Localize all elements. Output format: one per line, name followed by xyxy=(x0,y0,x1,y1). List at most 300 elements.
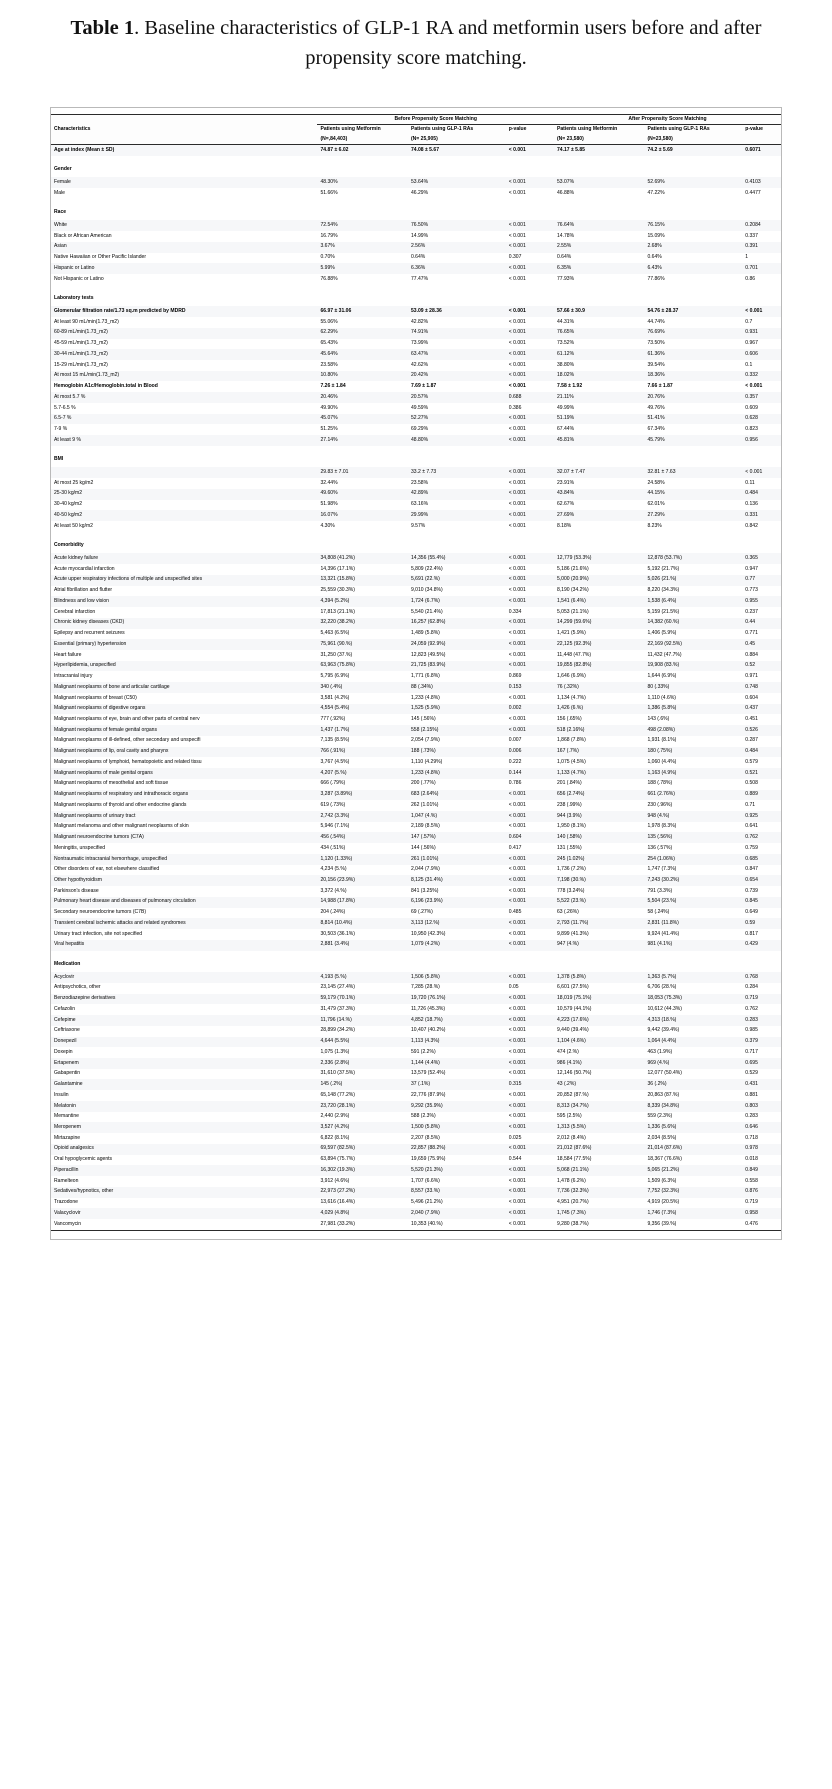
cell-value: 5,186 (21.6%) xyxy=(554,564,645,575)
cell-value: 4,919 (20.5%) xyxy=(644,1198,742,1209)
cell-value: < 0.001 xyxy=(506,940,554,951)
row-label: Malignant neoplasms of respiratory and intrathoracic organs xyxy=(51,790,317,801)
cell-value: 63.16% xyxy=(408,500,506,511)
cell-value: < 0.001 xyxy=(506,1122,554,1133)
table-row xyxy=(51,381,781,392)
cell-value: 0.771 xyxy=(742,629,781,640)
cell-value: 20.76% xyxy=(644,392,742,403)
table-row xyxy=(51,908,781,919)
cell-value: 0.609 xyxy=(742,403,781,414)
cell-value: 49.59% xyxy=(408,403,506,414)
cell-value: 51.98% xyxy=(317,500,408,511)
table-row xyxy=(51,650,781,661)
cell-value: 4,223 (17.6%) xyxy=(554,1015,645,1026)
cell-value: 0.985 xyxy=(742,1026,781,1037)
cell-value: 0.641 xyxy=(742,822,781,833)
cell-value xyxy=(506,162,554,178)
cell-value: 238 (.99%) xyxy=(554,800,645,811)
cell-value: 72.54% xyxy=(317,220,408,231)
cell-value: 16,257 (62.8%) xyxy=(408,618,506,629)
row-label: Glomerular filtration rate/1.73 sq.m predicted by MDRD xyxy=(51,306,317,317)
cell-value: 52.69% xyxy=(644,177,742,188)
cell-value: 9,442 (39.4%) xyxy=(644,1026,742,1037)
row-label: Mirtazapine xyxy=(51,1133,317,1144)
cell-value: 0.417 xyxy=(506,843,554,854)
cell-value: 76.65% xyxy=(554,328,645,339)
group-header-row xyxy=(51,115,781,125)
cell-value: 2,336 (2.8%) xyxy=(317,1058,408,1069)
table-row xyxy=(51,983,781,994)
cell-value: 77.93% xyxy=(554,274,645,285)
cell-value: 254 (1.06%) xyxy=(644,854,742,865)
cell-value: 23,145 (27.4%) xyxy=(317,983,408,994)
cell-value: 0.654 xyxy=(742,875,781,886)
row-label: Cefepime xyxy=(51,1015,317,1026)
row-label: Malignant neoplasms of urinary tract xyxy=(51,811,317,822)
cell-value: < 0.001 xyxy=(506,994,554,1005)
row-label: Sedatives/hypnotics, other xyxy=(51,1187,317,1198)
cell-value: 1,144 (4.4%) xyxy=(408,1058,506,1069)
table-section-row xyxy=(51,291,781,307)
cell-value: < 0.001 xyxy=(506,1176,554,1187)
cell-value: 1,771 (6.8%) xyxy=(408,671,506,682)
column-header-glp1-after: Patients using GLP-1 RAs xyxy=(644,124,742,134)
row-label: Valacyclovir xyxy=(51,1208,317,1219)
cell-value: 1,509 (6.3%) xyxy=(644,1176,742,1187)
table-row xyxy=(51,854,781,865)
cell-value: 22,125 (92.3%) xyxy=(554,639,645,650)
cell-value: 5,795 (6.9%) xyxy=(317,671,408,682)
cell-value: 0.64% xyxy=(644,253,742,264)
cell-value: 0.884 xyxy=(742,650,781,661)
cell-value: 5,068 (21.1%) xyxy=(554,1165,645,1176)
cell-value: < 0.001 xyxy=(506,371,554,382)
row-label: Trazodone xyxy=(51,1198,317,1209)
cell-value: 0.869 xyxy=(506,671,554,682)
table-row xyxy=(51,424,781,435)
cell-value: 0.025 xyxy=(506,1133,554,1144)
table-row xyxy=(51,704,781,715)
section-label: BMI xyxy=(51,452,317,468)
cell-value xyxy=(408,205,506,221)
cell-value: 559 (2.3%) xyxy=(644,1112,742,1123)
cell-value: 6,601 (27.5%) xyxy=(554,983,645,994)
cell-value: 12,077 (50.4%) xyxy=(644,1069,742,1080)
cell-value: 55.06% xyxy=(317,317,408,328)
cell-value: 18,053 (75.3%) xyxy=(644,994,742,1005)
cell-value xyxy=(317,538,408,554)
cell-value: 77.86% xyxy=(644,274,742,285)
row-label: Blindness and low vision xyxy=(51,596,317,607)
cell-value: 591 (2.2%) xyxy=(408,1047,506,1058)
cell-value: 0.685 xyxy=(742,854,781,865)
cell-value: < 0.001 xyxy=(506,564,554,575)
cell-value: 62.01% xyxy=(644,500,742,511)
cell-value: < 0.001 xyxy=(506,360,554,371)
row-label: Opioid analgesics xyxy=(51,1144,317,1155)
cell-value: 1,978 (8.3%) xyxy=(644,822,742,833)
cell-value: 3,581 (4.2%) xyxy=(317,693,408,704)
cell-value: < 0.001 xyxy=(506,575,554,586)
cell-value: 0.955 xyxy=(742,596,781,607)
table-row xyxy=(51,768,781,779)
cell-value: 76 (.32%) xyxy=(554,682,645,693)
row-label: At most 15 mL/min(1.73_m2) xyxy=(51,371,317,382)
table-row xyxy=(51,596,781,607)
cell-value: 13,321 (15.8%) xyxy=(317,575,408,586)
table-row xyxy=(51,349,781,360)
cell-value: 2.55% xyxy=(554,242,645,253)
cell-value xyxy=(408,452,506,468)
cell-value: 777 (.92%) xyxy=(317,714,408,725)
cell-value: < 0.001 xyxy=(506,1144,554,1155)
table-row xyxy=(51,843,781,854)
row-label: Native Hawaiian or Other Pacific Islander xyxy=(51,253,317,264)
cell-value: 0.11 xyxy=(742,478,781,489)
cell-value: 4,644 (5.5%) xyxy=(317,1037,408,1048)
cell-value: 18,367 (76.6%) xyxy=(644,1155,742,1166)
cell-value: < 0.001 xyxy=(506,1208,554,1219)
cell-value: 11,448 (47.7%) xyxy=(554,650,645,661)
cell-value: < 0.001 xyxy=(506,1069,554,1080)
cell-value: < 0.001 xyxy=(506,1198,554,1209)
cell-value: < 0.001 xyxy=(506,618,554,629)
row-label: Malignant neoplasms of breast (C50) xyxy=(51,693,317,704)
cell-value: 63 (.26%) xyxy=(554,908,645,919)
cell-value: 49.99% xyxy=(554,403,645,414)
row-label: Male xyxy=(51,188,317,199)
row-label: Ertapenem xyxy=(51,1058,317,1069)
cell-value: 0.718 xyxy=(742,1133,781,1144)
cell-value: 69.29% xyxy=(408,424,506,435)
row-label: Malignant neoplasms of lymphoid, hematopoietic and related tissu xyxy=(51,757,317,768)
cell-value: < 0.001 xyxy=(506,661,554,672)
column-header-metformin-before: Patients using Metformin xyxy=(317,124,408,134)
row-label: 5.7-6.5 % xyxy=(51,403,317,414)
cell-value: < 0.001 xyxy=(742,467,781,478)
table-row xyxy=(51,339,781,350)
cell-value: 0.391 xyxy=(742,242,781,253)
cell-value: 0.365 xyxy=(742,553,781,564)
cell-value: 1,525 (5.9%) xyxy=(408,704,506,715)
cell-value xyxy=(742,452,781,468)
cell-value: 944 (3.9%) xyxy=(554,811,645,822)
cell-value: 1,500 (5.8%) xyxy=(408,1122,506,1133)
cell-value: 0.688 xyxy=(506,392,554,403)
row-label: Heart failure xyxy=(51,650,317,661)
table-row xyxy=(51,779,781,790)
cell-value xyxy=(317,452,408,468)
row-label: At least 50 kg/m2 xyxy=(51,521,317,532)
row-label: Oral hypoglycemic agents xyxy=(51,1155,317,1166)
cell-value: 340 (.4%) xyxy=(317,682,408,693)
cell-value: 1,047 (4.%) xyxy=(408,811,506,822)
cell-value xyxy=(506,538,554,554)
cell-value: < 0.001 xyxy=(506,328,554,339)
cell-value: 1,745 (7.3%) xyxy=(554,1208,645,1219)
column-header-glp1-before: Patients using GLP-1 RAs xyxy=(408,124,506,134)
row-label: Malignant neoplasms of ill-defined, other secondary and unspecifi xyxy=(51,736,317,747)
cell-value: 65.43% xyxy=(317,339,408,350)
cell-value: 0.2084 xyxy=(742,220,781,231)
cell-value: 61.36% xyxy=(644,349,742,360)
cell-value: < 0.001 xyxy=(506,1026,554,1037)
cell-value: 2,044 (7.9%) xyxy=(408,865,506,876)
table-row xyxy=(51,553,781,564)
row-label: Acute kidney failure xyxy=(51,553,317,564)
cell-value: 766 (.91%) xyxy=(317,747,408,758)
cell-value xyxy=(644,957,742,973)
table-row xyxy=(51,500,781,511)
column-header-row xyxy=(51,124,781,134)
cell-value: 1 xyxy=(742,253,781,264)
cell-value: 7.66 ± 1.87 xyxy=(644,381,742,392)
cell-value: 67.44% xyxy=(554,424,645,435)
row-label: At least 9 % xyxy=(51,435,317,446)
table-row xyxy=(51,1198,781,1209)
cell-value: 0.876 xyxy=(742,1187,781,1198)
row-label: Ceftriaxone xyxy=(51,1026,317,1037)
cell-value: < 0.001 xyxy=(506,188,554,199)
cell-value: 13,616 (16.4%) xyxy=(317,1198,408,1209)
cell-value: 10,407 (40.2%) xyxy=(408,1026,506,1037)
cell-value: 49.76% xyxy=(644,403,742,414)
cell-value: 8,339 (34.8%) xyxy=(644,1101,742,1112)
cell-value: 32.44% xyxy=(317,478,408,489)
cell-value: 31,610 (37.5%) xyxy=(317,1069,408,1080)
row-label: Female xyxy=(51,177,317,188)
row-label: Pulmonary heart disease and diseases of pulmonary circulation xyxy=(51,897,317,908)
cell-value: 5,496 (21.2%) xyxy=(408,1198,506,1209)
cell-value: < 0.001 xyxy=(506,1112,554,1123)
cell-value: 69 (.27%) xyxy=(408,908,506,919)
cell-value: 16.07% xyxy=(317,510,408,521)
cell-value: 0.237 xyxy=(742,607,781,618)
cell-value: 0.849 xyxy=(742,1165,781,1176)
group-header-before: Before Propensity Score Matching xyxy=(317,115,554,125)
row-label: Malignant neoplasms of thyroid and other endocrine glands xyxy=(51,800,317,811)
cell-value: 0.379 xyxy=(742,1037,781,1048)
cell-value xyxy=(317,957,408,973)
table-row xyxy=(51,790,781,801)
cell-value: 0.287 xyxy=(742,736,781,747)
cell-value: 10,612 (44.3%) xyxy=(644,1004,742,1015)
cell-value: 3,767 (4.5%) xyxy=(317,757,408,768)
table-row xyxy=(51,929,781,940)
cell-value: 1,233 (4.8%) xyxy=(408,768,506,779)
cell-value: 21,725 (83.9%) xyxy=(408,661,506,672)
cell-value: 5,946 (7.1%) xyxy=(317,822,408,833)
cell-value: 8.23% xyxy=(644,521,742,532)
row-label: Parkinson's disease xyxy=(51,886,317,897)
caption-label: Table 1 xyxy=(70,17,135,39)
row-label: Hemoglobin A1c/Hemoglobin.total in Blood xyxy=(51,381,317,392)
cell-value: 6,706 (28.%) xyxy=(644,983,742,994)
table-row xyxy=(51,1112,781,1123)
table-row xyxy=(51,875,781,886)
cell-value: 1,104 (4.6%) xyxy=(554,1037,645,1048)
cell-value: 27.14% xyxy=(317,435,408,446)
cell-value: 4,234 (5.%) xyxy=(317,865,408,876)
cell-value: 4,951 (20.7%) xyxy=(554,1198,645,1209)
table-section-row xyxy=(51,452,781,468)
cell-value: 11,796 (14.%) xyxy=(317,1015,408,1026)
cell-value: 53.64% xyxy=(408,177,506,188)
row-label: Ramelteon xyxy=(51,1176,317,1187)
cell-value: 0.646 xyxy=(742,1122,781,1133)
cell-value xyxy=(644,452,742,468)
cell-value: 683 (2.64%) xyxy=(408,790,506,801)
table-row xyxy=(51,360,781,371)
cell-value: 1,336 (5.6%) xyxy=(644,1122,742,1133)
table-row xyxy=(51,306,781,317)
cell-value: 0.476 xyxy=(742,1219,781,1230)
table-row xyxy=(51,1122,781,1133)
cell-value: 1,437 (1.7%) xyxy=(317,725,408,736)
cell-value: < 0.001 xyxy=(506,725,554,736)
cell-value: 0.77 xyxy=(742,575,781,586)
section-label: Race xyxy=(51,205,317,221)
row-label: Vancomycin xyxy=(51,1219,317,1230)
n-pvalue-before xyxy=(506,135,554,145)
table-caption xyxy=(0,0,832,73)
cell-value: 52.27% xyxy=(408,414,506,425)
cell-value: 24.58% xyxy=(644,478,742,489)
cell-value: 62.67% xyxy=(554,500,645,511)
cell-value: 8,557 (33.%) xyxy=(408,1187,506,1198)
cell-value: < 0.001 xyxy=(506,489,554,500)
table-row xyxy=(51,510,781,521)
baseline-characteristics-table xyxy=(50,107,782,1239)
cell-value: < 0.001 xyxy=(506,800,554,811)
row-label: Intracranial injury xyxy=(51,671,317,682)
cell-value: 0.222 xyxy=(506,757,554,768)
table-row xyxy=(51,242,781,253)
cell-value: 5,691 (22.%) xyxy=(408,575,506,586)
row-label: Doxepin xyxy=(51,1047,317,1058)
column-header-pvalue-after: p-value xyxy=(742,124,781,134)
cell-value: 0.786 xyxy=(506,779,554,790)
cell-value: 9,010 (34.8%) xyxy=(408,586,506,597)
cell-value: 7.58 ± 1.92 xyxy=(554,381,645,392)
table-row xyxy=(51,918,781,929)
cell-value: 0.64% xyxy=(554,253,645,264)
row-label: At most 25 kg/m2 xyxy=(51,478,317,489)
cell-value: 969 (4.%) xyxy=(644,1058,742,1069)
cell-value: 200 (.77%) xyxy=(408,779,506,790)
cell-value: 4,313 (18.%) xyxy=(644,1015,742,1026)
row-label: Cerebral infarction xyxy=(51,607,317,618)
cell-value: < 0.001 xyxy=(506,596,554,607)
row-label: 30-44 mL/min(1.73_m2) xyxy=(51,349,317,360)
cell-value: 65,148 (77.2%) xyxy=(317,1090,408,1101)
cell-value: 2,207 (8.5%) xyxy=(408,1133,506,1144)
cell-value: 619 (.73%) xyxy=(317,800,408,811)
row-label: Age at index (Mean ± SD) xyxy=(51,145,317,156)
cell-value: 245 (1.02%) xyxy=(554,854,645,865)
cell-value: 3,527 (4.2%) xyxy=(317,1122,408,1133)
table-row xyxy=(51,618,781,629)
cell-value: 0.739 xyxy=(742,886,781,897)
cell-value: 0.529 xyxy=(742,1069,781,1080)
row-label: Essential (primary) hypertension xyxy=(51,639,317,650)
cell-value: < 0.001 xyxy=(506,639,554,650)
cell-value: 32,220 (38.2%) xyxy=(317,618,408,629)
cell-value: 0.357 xyxy=(742,392,781,403)
cell-value: 11,432 (47.7%) xyxy=(644,650,742,661)
cell-value xyxy=(554,452,645,468)
cell-value: 43.84% xyxy=(554,489,645,500)
table-row xyxy=(51,682,781,693)
row-label: Asian xyxy=(51,242,317,253)
cell-value: 47.22% xyxy=(644,188,742,199)
cell-value: 44.15% xyxy=(644,489,742,500)
cell-value: 5,053 (21.1%) xyxy=(554,607,645,618)
cell-value: 45.81% xyxy=(554,435,645,446)
cell-value: 53.09 ± 28.36 xyxy=(408,306,506,317)
cell-value: 981 (4.1%) xyxy=(644,940,742,951)
table-row xyxy=(51,1037,781,1048)
row-label: Urinary tract infection, site not specified xyxy=(51,929,317,940)
cell-value xyxy=(742,291,781,307)
cell-value: 4,029 (4.8%) xyxy=(317,1208,408,1219)
cell-value: 5,809 (22.4%) xyxy=(408,564,506,575)
table-row xyxy=(51,832,781,843)
cell-value: 0.579 xyxy=(742,757,781,768)
cell-value xyxy=(506,957,554,973)
cell-value: 0.967 xyxy=(742,339,781,350)
cell-value: 27.69% xyxy=(554,510,645,521)
cell-value: 23.58% xyxy=(317,360,408,371)
cell-value: 558 (2.15%) xyxy=(408,725,506,736)
cell-value: 778 (3.24%) xyxy=(554,886,645,897)
cell-value: 1,478 (6.2%) xyxy=(554,1176,645,1187)
cell-value: 3,287 (3.89%) xyxy=(317,790,408,801)
cell-value: 19,659 (75.9%) xyxy=(408,1155,506,1166)
cell-value: 8,125 (31.4%) xyxy=(408,875,506,886)
cell-value: 1,421 (5.9%) xyxy=(554,629,645,640)
cell-value: 57.66 ± 30.9 xyxy=(554,306,645,317)
cell-value: < 0.001 xyxy=(506,306,554,317)
cell-value: 76.69% xyxy=(644,328,742,339)
cell-value: 5.99% xyxy=(317,263,408,274)
cell-value: 0.05 xyxy=(506,983,554,994)
cell-value: 456 (.54%) xyxy=(317,832,408,843)
table-row xyxy=(51,1069,781,1080)
cell-value: 20.42% xyxy=(408,371,506,382)
table-row xyxy=(51,865,781,876)
cell-value: 5,159 (21.5%) xyxy=(644,607,742,618)
table-row xyxy=(51,940,781,951)
cell-value: 0.958 xyxy=(742,1208,781,1219)
table-row xyxy=(51,994,781,1005)
cell-value xyxy=(317,162,408,178)
cell-value: 0.701 xyxy=(742,263,781,274)
cell-value: 32.81 ± 7.63 xyxy=(644,467,742,478)
cell-value: 666 (.79%) xyxy=(317,779,408,790)
table-row xyxy=(51,220,781,231)
cell-value: 0.7 xyxy=(742,317,781,328)
table-row xyxy=(51,1219,781,1230)
cell-value: 1,060 (4.4%) xyxy=(644,757,742,768)
cell-value: 39.54% xyxy=(644,360,742,371)
cell-value: 45.79% xyxy=(644,435,742,446)
cell-value: 42.89% xyxy=(408,489,506,500)
cell-value: 434 (.51%) xyxy=(317,843,408,854)
cell-value: 8,313 (34.7%) xyxy=(554,1101,645,1112)
cell-value: 9,356 (39.%) xyxy=(644,1219,742,1230)
cell-value: 1,950 (8.1%) xyxy=(554,822,645,833)
